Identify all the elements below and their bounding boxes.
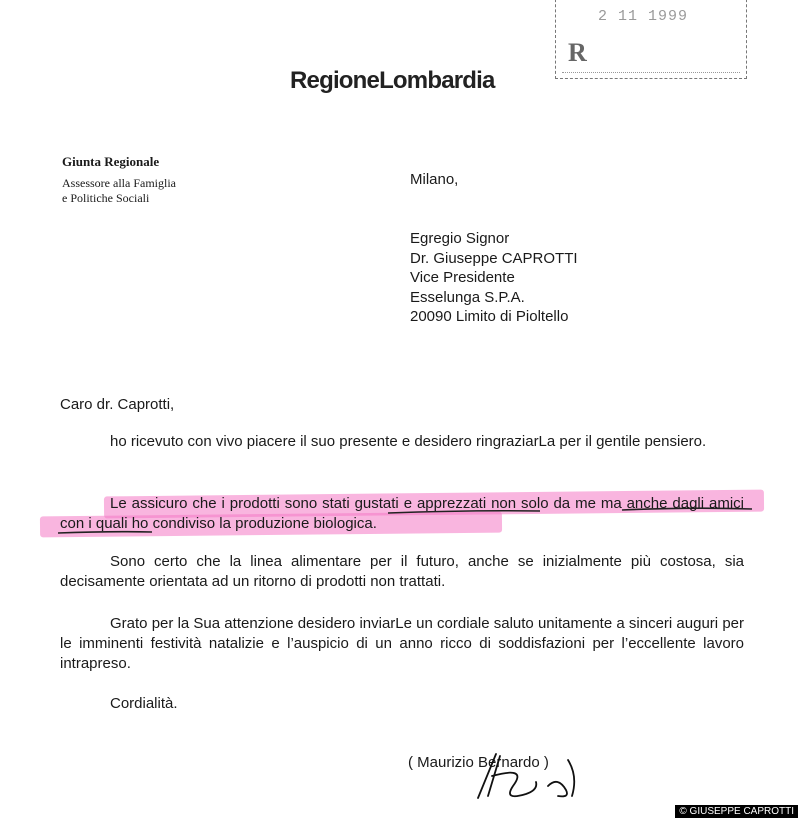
recipient-company: Esselunga S.P.A. [410, 288, 525, 306]
recipient-salutation: Egregio Signor [410, 230, 510, 247]
signatory-name: ( Maurizio Bernardo ) [408, 754, 549, 771]
stamp-letter: R [568, 38, 587, 67]
paragraph-3 [60, 552, 744, 592]
underline-anche [622, 508, 752, 510]
paragraph-2-text: Le assicuro che i prodotti sono stati gustati e apprezzati non solo da me ma anche dagli amici con i quali ho condiviso la produzione biologica. [60, 495, 744, 532]
paragraph-1-text: ho ricevuto con vivo piacere il suo presente e desidero ringraziarLa per il gentile pensiero. [110, 433, 707, 450]
greeting: Caro dr. Caprotti, [60, 396, 175, 413]
closing: Cordialità. [110, 695, 178, 712]
underline-amici [58, 532, 152, 533]
office-line-1: Assessore alla Famiglia [62, 176, 176, 190]
stamp-date: 2 11 1999 [598, 8, 689, 25]
place-date: Milano, [410, 171, 459, 188]
copyright-badge: © GIUSEPPE CAPROTTI [675, 805, 798, 818]
recipient-name: Dr. Giuseppe CAPROTTI [410, 249, 578, 267]
recipient-role: Vice Presidente [410, 269, 515, 286]
paragraph-4 [60, 614, 744, 674]
paragraph-3-text: Sono certo che la linea alimentare per il futuro, anche se inizialmente più costosa, sia decisamente orientata ad un ritorno di prodotti non trattati. [60, 553, 744, 590]
underline-gustati [388, 511, 540, 513]
department-name: Giunta Regionale [62, 154, 160, 169]
recipient-address-line: 20090 Limito di Pioltello [410, 308, 569, 325]
handwritten-signature [408, 746, 608, 806]
letterhead-logo: RegioneLombardia [290, 67, 495, 94]
office-line-2: e Politiche Sociali [62, 191, 150, 205]
paragraph-4-text: Grato per la Sua attenzione desidero inviarLe un cordiale saluto unitamente a sinceri auguri per le imminenti festività natalizie e l’auspicio di un anno ricco di soddisfazioni per l’eccellente lavoro intrapreso. [60, 615, 744, 672]
signature-block [408, 746, 608, 806]
